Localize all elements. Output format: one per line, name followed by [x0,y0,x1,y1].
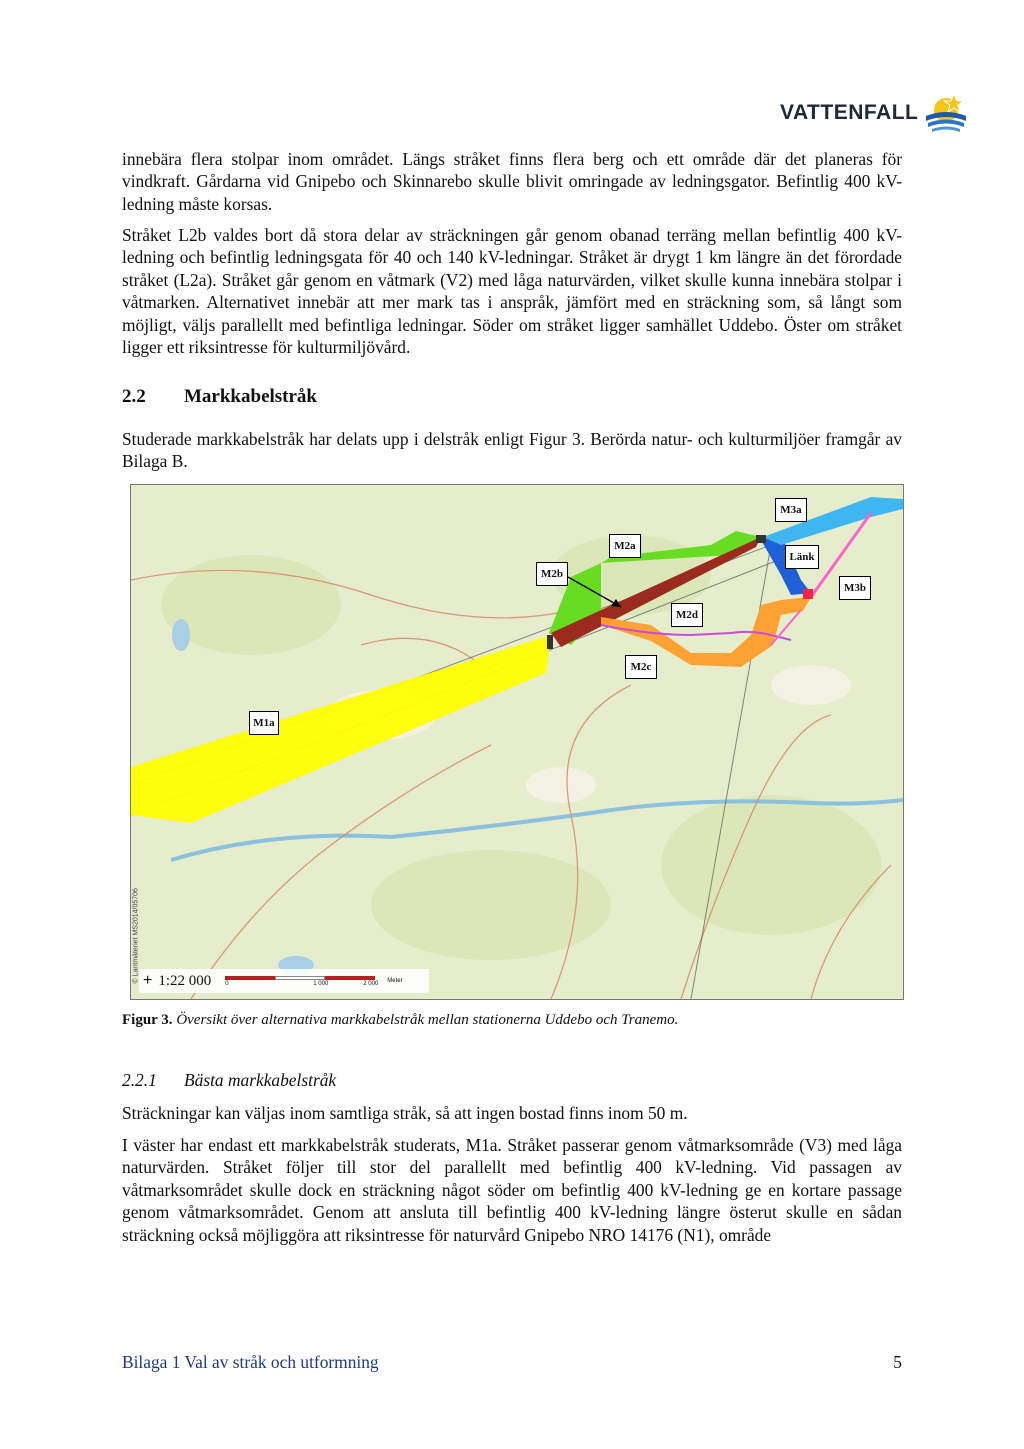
map-label-m3a: M3a [775,498,807,522]
north-arrow-icon: + [143,972,153,989]
route-map [130,484,904,1000]
section-heading [122,386,317,408]
map-copyright: © Lantmäteriet MS2014/05706 [132,888,140,984]
paragraph-5: I väster har endast ett markkabelstråk studerats, M1a. Stråket passerar genom våtmarksområde (V3) med låga naturvärden. Stråket följer till stor del parallellt med befintlig 400 kV-ledning. Vid passagen av våtmarksområdet skulle dock en sträckning något söder om befintlig 400 kV-ledning ge en kortare passage genom våtmarksområdet. Genom att ansluta till befintlig 400 kV-ledning längre österut skulle en sådan sträckning också möjliggöra att riksintresse för naturvård Gnipebo NRO 14176 (N1), område [122,1135,902,1245]
figure-label: Figur 3. [122,1012,173,1028]
section-title: Markkabelstråk [184,386,317,407]
paragraph-4: Sträckningar kan väljas inom samtliga stråk, så att ingen bostad finns inom 50 m. [122,1103,688,1123]
footer-title: Bilaga 1 Val av stråk och utformning [122,1352,379,1372]
subsection-number: 2.2.1 [122,1070,157,1090]
map-label-m2d: M2d [671,603,703,627]
map-label-m3b: M3b [839,576,871,600]
vattenfall-logo-icon [924,92,968,134]
figure-caption [122,1012,902,1029]
logo-text: VATTENFALL [780,101,919,124]
page-footer [122,1352,902,1373]
map-scale-bar: + 1:22 000 0 1 000 2 000 Meter [139,969,429,993]
scale-text: 1:22 000 [158,972,212,989]
section-number: 2.2 [122,386,146,407]
map-label-m2b: M2b [536,562,568,586]
scale-ruler: 0 1 000 2 000 [225,974,385,988]
map-label-m2c: M2c [625,655,657,679]
paragraph-2: Stråket L2b valdes bort då stora delar av sträckningen går genom obanad terräng mellan befintlig 400 kV-ledning och befintlig ledningsgata för 40 och 140 kV-ledningar. Stråket är drygt 1 km längre än det förordade stråket (L2a). Stråket går genom en våtmark (V2) med låga naturvärden, vilket skulle kunna innebära stolpar i våtmarken. Alternativet innebär att mer mark tas i anspråk, jämfört med en sträckning som, så långt som möjligt, väljs parallellt med befintliga ledningar. Söder om stråket ligger samhället Uddebo. Öster om stråket ligger ett riksintresse för kulturmiljövård. [122,225,902,358]
page-number: 5 [893,1352,902,1372]
subsection-heading [122,1070,336,1091]
subsection-title: Bästa markkabelstråk [184,1070,337,1090]
paragraph-1: innebära flera stolpar inom området. Längs stråket finns flera berg och ett område där det planeras för vindkraft. Gårdarna vid Gnipebo och Skinnarebo skulle blivit omringade av ledningsgator. Befintlig 400 kV-ledning måste korsas. [122,149,902,214]
figure-caption-text: Översikt över alternativa markkabelstråk mellan stationerna Uddebo och Tranemo. [176,1012,679,1028]
map-label-m2a: M2a [609,534,641,558]
paragraph-3: Studerade markkabelstråk har delats upp i delstråk enligt Figur 3. Berörda natur- och kulturmiljöer framgår av Bilaga B. [122,429,902,472]
vattenfall-logo [780,92,968,134]
map-label-m1a: M1a [249,711,279,735]
map-label-lank: Länk [785,545,819,569]
